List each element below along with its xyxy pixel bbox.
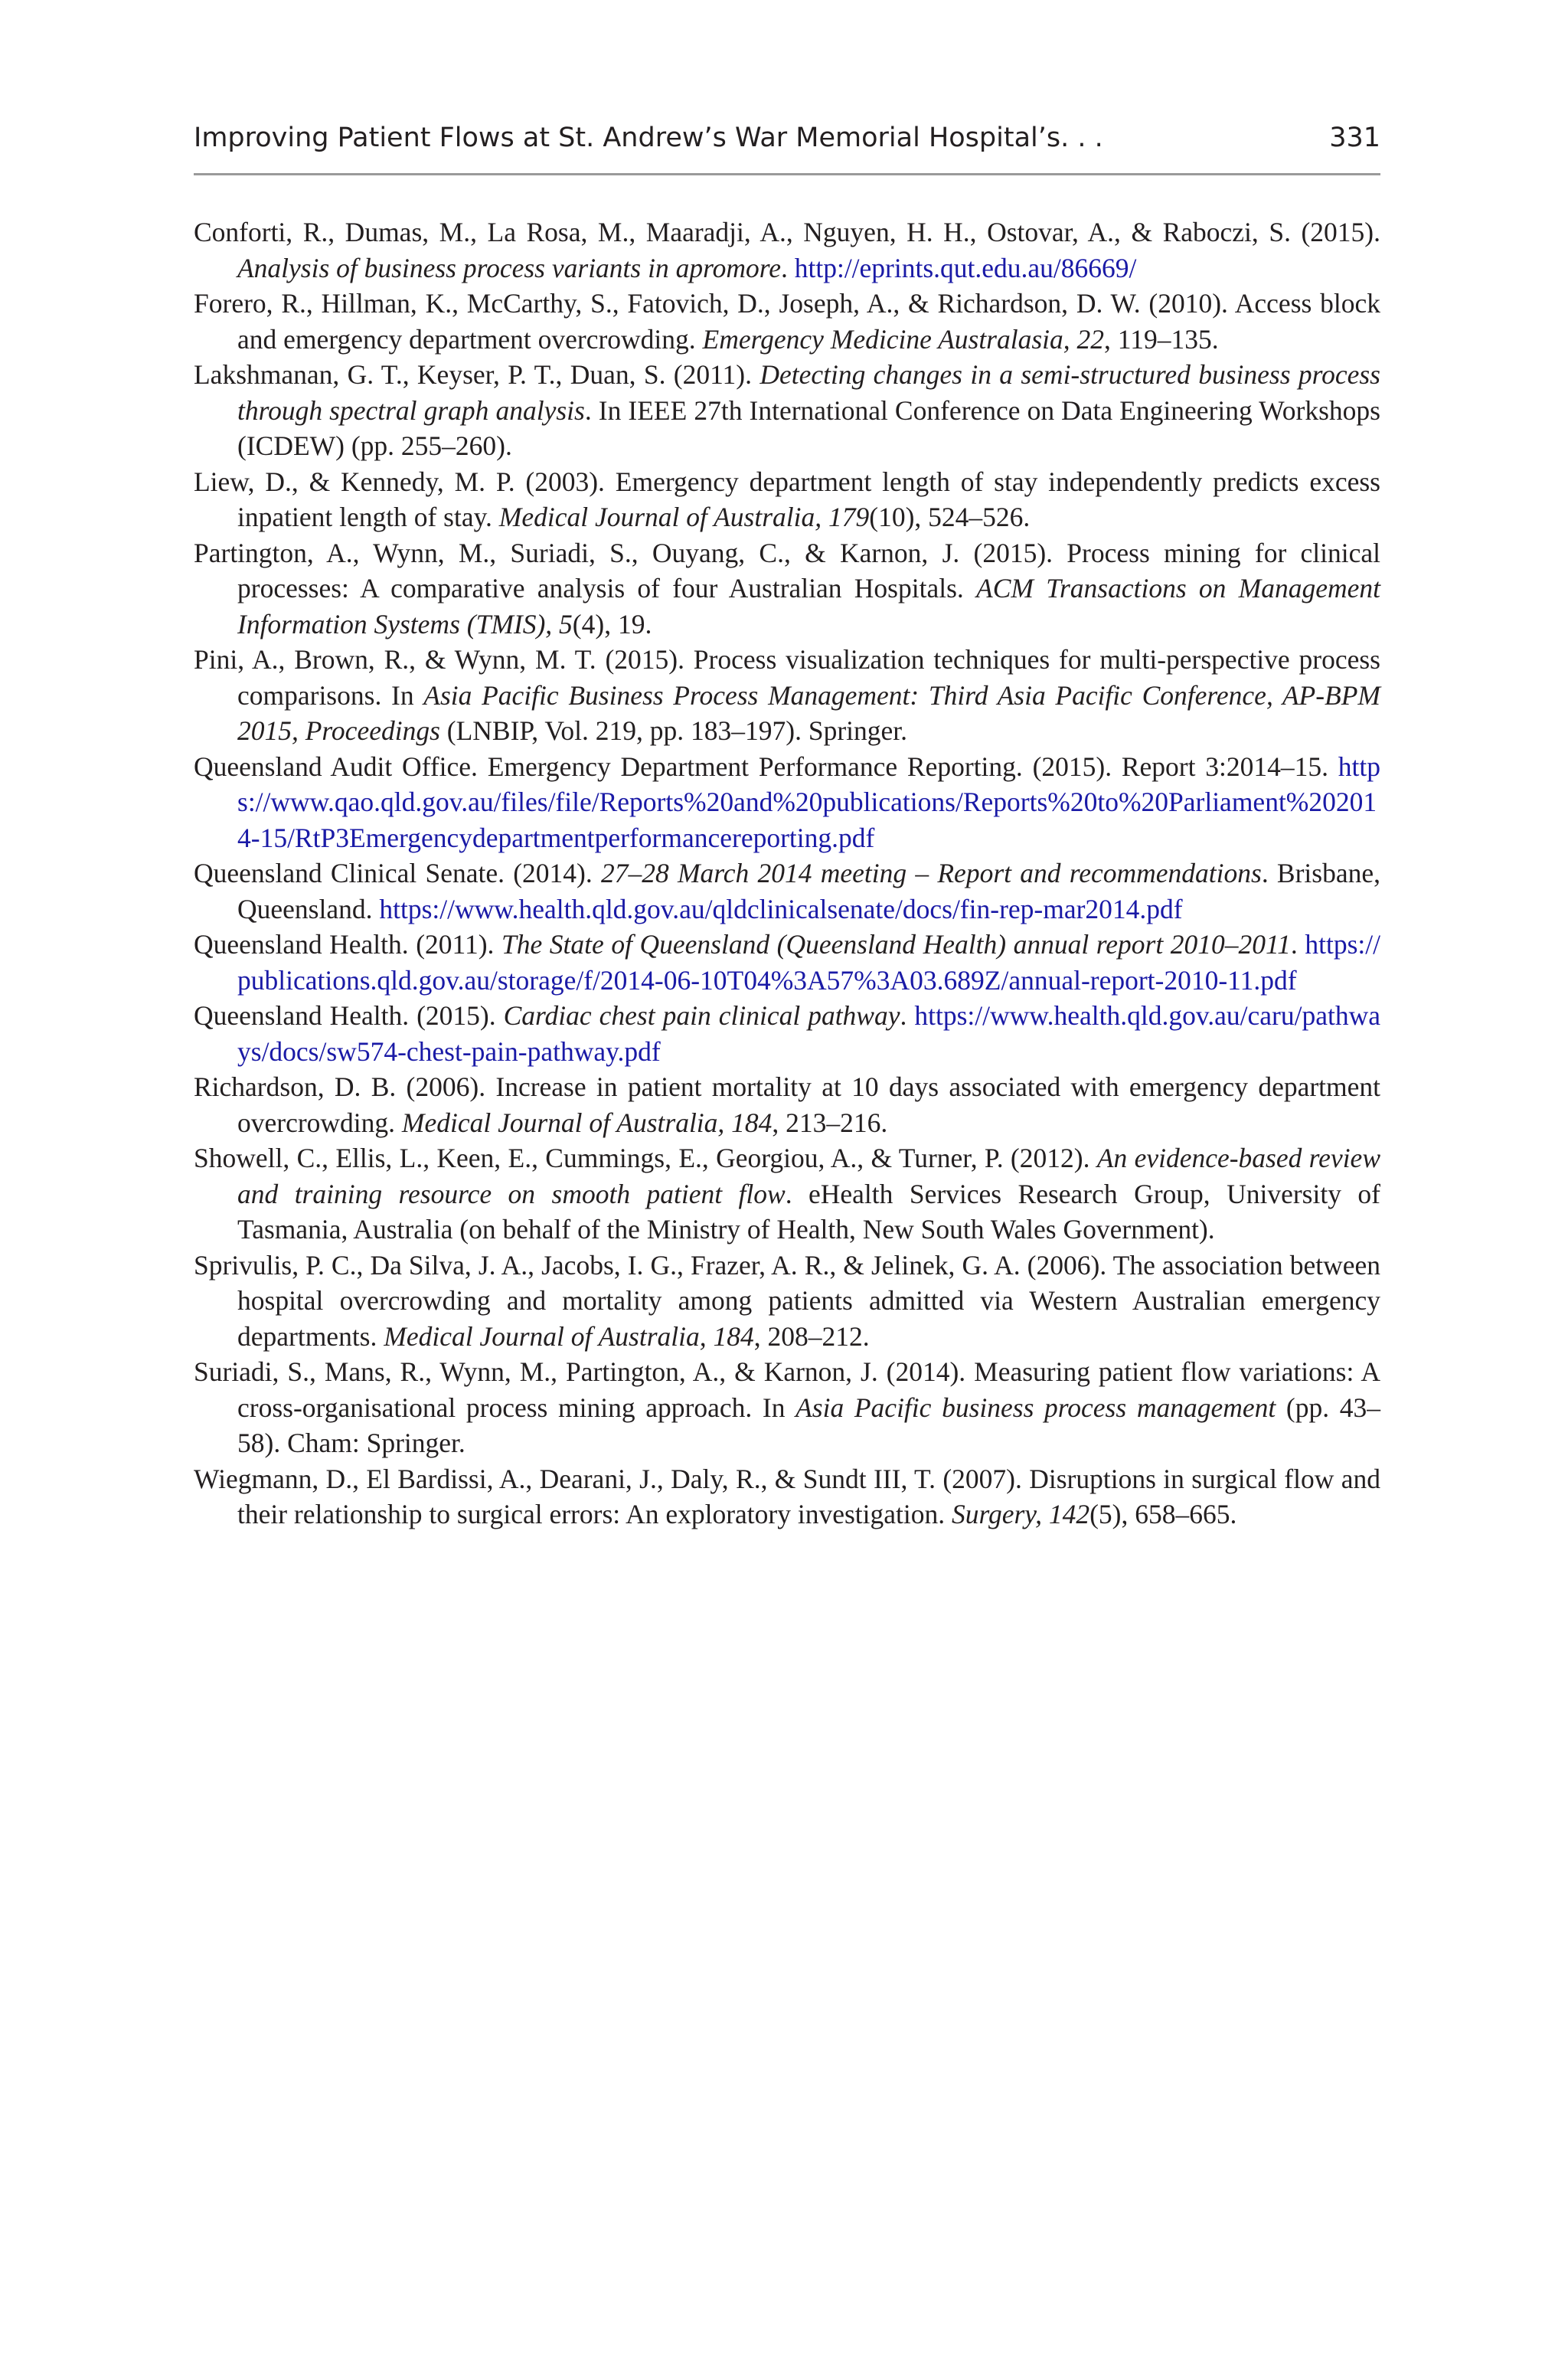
reference-italic-text: 27–28 March 2014 meeting – Report and recommendations	[600, 858, 1262, 888]
reference-italic-text: The State of Queensland (Queensland Health) annual report 2010–2011	[501, 929, 1291, 960]
reference-entry	[194, 1248, 1380, 1355]
reference-text: , 208–212.	[753, 1320, 870, 1352]
reference-text: (5), 658–665.	[1089, 1499, 1237, 1529]
header-rule	[194, 173, 1380, 175]
page-number: 331	[1329, 123, 1380, 153]
reference-text: Queensland Audit Office. Emergency Department Performance Reporting. (2015). Report 3:2014–15.	[194, 751, 1338, 782]
reference-entry	[194, 1069, 1380, 1140]
reference-text: Suriadi, S., Mans, R., Wynn, M., Partington, A., & Karnon, J. (2014). Measuring patient flow variations: A cross-organisational process mining approach. In	[194, 1356, 1380, 1423]
reference-entry	[194, 855, 1380, 927]
reference-entry	[194, 357, 1380, 464]
reference-text: . In IEEE 27th International Conference on Data Engineering Workshops (ICDEW) (pp. 255–260).	[237, 394, 1380, 461]
reference-text: Queensland Health. (2015).	[194, 1000, 504, 1031]
reference-link[interactable]: https://www.health.qld.gov.au/caru/pathways/docs/sw574-chest-pain-pathway.pdf	[237, 1000, 1381, 1067]
reference-italic-text: Medical Journal of Australia, 184	[401, 1107, 773, 1138]
reference-text: Wiegmann, D., El Bardissi, A., Dearani, J., Daly, R., & Sundt III, T. (2007). Disruptions in surgical flow and their relationship to surgical errors: An exploratory investigation.	[194, 1463, 1380, 1529]
reference-italic-text: Emergency Medicine Australasia, 22	[702, 323, 1105, 355]
reference-text: Queensland Clinical Senate. (2014).	[194, 858, 601, 888]
reference-text: Forero, R., Hillman, K., McCarthy, S., Fatovich, D., Joseph, A., & Richardson, D. W. (2010). Access block and emergency department overcrowding.	[194, 288, 1380, 355]
reference-text: .	[900, 1000, 915, 1031]
reference-text: , 213–216.	[772, 1107, 888, 1138]
reference-entry	[194, 1140, 1380, 1248]
reference-link[interactable]: http://eprints.qut.edu.au/86669/	[794, 252, 1137, 283]
reference-entry	[194, 998, 1380, 1069]
reference-link[interactable]: https://www.qao.qld.gov.au/files/file/Reports%20and%20publications/Reports%20to%20Parliament%202014-15/RtP3Emergencydepartmentperformancereporting.pdf	[237, 751, 1380, 853]
reference-text: . Brisbane, Queensland.	[237, 858, 1380, 924]
reference-text: (4), 19.	[572, 608, 652, 639]
reference-italic-text: ACM Transactions on Management Information Systems (TMIS), 5	[237, 573, 1380, 639]
reference-text: Richardson, D. B. (2006). Increase in patient mortality at 10 days associated with emergency department overcrowding.	[194, 1071, 1380, 1138]
reference-italic-text: Cardiac chest pain clinical pathway	[503, 1000, 900, 1031]
reference-entry	[194, 214, 1380, 286]
reference-italic-text: Asia Pacific Business Process Management: Third Asia Pacific Conference, AP-BPM 2015, Proceedings	[237, 679, 1381, 746]
reference-italic-text: Asia Pacific business process management	[795, 1392, 1276, 1423]
reference-text: .	[1290, 929, 1305, 960]
reference-link[interactable]: https://publications.qld.gov.au/storage/f/2014-06-10T04%3A57%3A03.689Z/annual-report-2010-11.pdf	[237, 929, 1380, 996]
reference-italic-text: An evidence-based review and training resource on smooth patient flow	[237, 1143, 1380, 1209]
reference-text: Queensland Health. (2011).	[194, 929, 501, 960]
reference-text: . eHealth Services Research Group, University of Tasmania, Australia (on behalf of the Ministry of Health, New South Wales Government).	[237, 1178, 1380, 1245]
reference-italic-text: Detecting changes in a semi-structured business process through spectral graph analysis	[237, 359, 1380, 426]
reference-text: Lakshmanan, G. T., Keyser, P. T., Duan, S. (2011).	[194, 359, 760, 390]
reference-text: .	[780, 252, 795, 283]
reference-italic-text: Surgery, 142	[951, 1499, 1090, 1529]
reference-link[interactable]: https://www.health.qld.gov.au/qldclinicalsenate/docs/fin-rep-mar2014.pdf	[379, 893, 1183, 924]
reference-text: , 119–135.	[1104, 323, 1219, 355]
reference-text: (pp. 43–58). Cham: Springer.	[237, 1392, 1380, 1458]
reference-text: Pini, A., Brown, R., & Wynn, M. T. (2015). Process visualization techniques for multi-perspective process comparisons. In	[194, 644, 1380, 711]
reference-text: (10), 524–526.	[869, 502, 1031, 532]
reference-italic-text: Medical Journal of Australia, 179	[498, 502, 870, 532]
reference-entry	[194, 286, 1380, 357]
reference-entry	[194, 535, 1380, 643]
reference-text: Partington, A., Wynn, M., Suriadi, S., Ouyang, C., & Karnon, J. (2015). Process mining for clinical processes: A comparative analysis of four Australian Hospitals.	[194, 537, 1380, 603]
reference-list	[194, 214, 1380, 1532]
reference-text: Liew, D., & Kennedy, M. P. (2003). Emergency department length of stay independently predicts excess inpatient length of stay.	[194, 466, 1380, 532]
running-title: Improving Patient Flows at St. Andrew’s War Memorial Hospital’s. . .	[194, 123, 1103, 153]
reference-entry	[194, 642, 1380, 749]
reference-entry	[194, 749, 1380, 856]
reference-entry	[194, 1354, 1380, 1461]
reference-text: Showell, C., Ellis, L., Keen, E., Cummings, E., Georgiou, A., & Turner, P. (2012).	[194, 1143, 1097, 1173]
reference-entry	[194, 927, 1380, 998]
reference-text: (LNBIP, Vol. 219, pp. 183–197). Springer.	[439, 715, 907, 746]
reference-text: Conforti, R., Dumas, M., La Rosa, M., Maaradji, A., Nguyen, H. H., Ostovar, A., & Raboczi, S. (2015).	[194, 217, 1380, 247]
reference-text: Sprivulis, P. C., Da Silva, J. A., Jacobs, I. G., Frazer, A. R., & Jelinek, G. A. (2006). The association between hospital overcrowding and mortality among patients admitted via Western Australian emergency departments.	[194, 1249, 1380, 1352]
reference-italic-text: Medical Journal of Australia, 184	[384, 1320, 754, 1352]
reference-italic-text: Analysis of business process variants in apromore	[237, 252, 781, 283]
running-header	[194, 123, 1380, 168]
reference-entry	[194, 1461, 1380, 1532]
reference-entry	[194, 464, 1380, 535]
